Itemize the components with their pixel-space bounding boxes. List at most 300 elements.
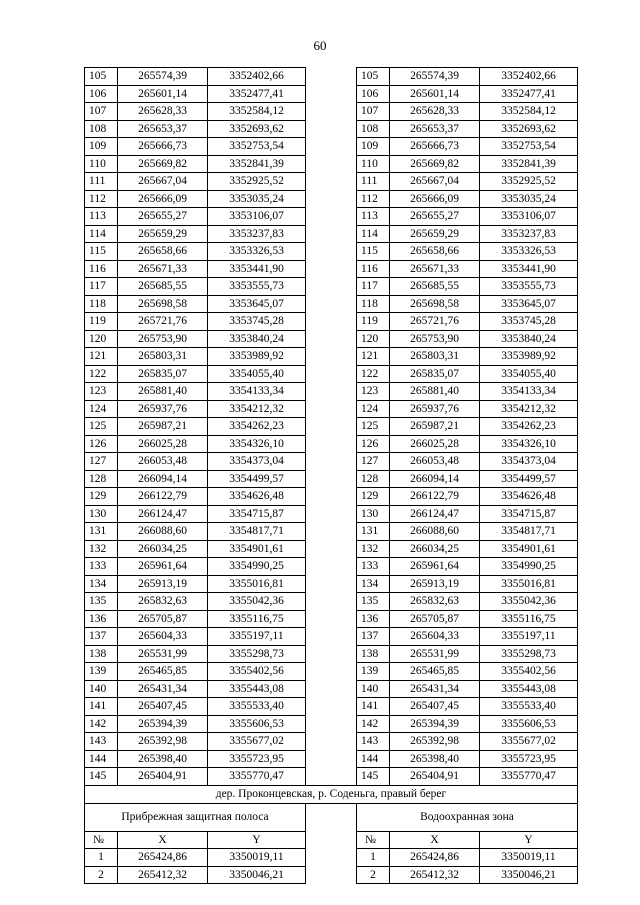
left-point-number: 130 bbox=[85, 505, 118, 523]
left-point-number: 142 bbox=[85, 715, 118, 733]
right-x-coordinate: 265412,32 bbox=[390, 866, 480, 884]
coordinates-table bbox=[84, 67, 578, 884]
left-x-coordinate: 265465,85 bbox=[118, 663, 208, 681]
left-point-number: 118 bbox=[85, 295, 118, 313]
left-y-coordinate: 3353237,83 bbox=[208, 225, 306, 243]
left-point-number: 129 bbox=[85, 488, 118, 506]
right-y-coordinate: 3355723,95 bbox=[480, 750, 578, 768]
right-point-number: 145 bbox=[357, 768, 390, 786]
right-y-coordinate: 3353035,24 bbox=[480, 190, 578, 208]
right-point-number: 115 bbox=[357, 243, 390, 261]
right-y-coordinate: 3354373,04 bbox=[480, 453, 578, 471]
table-row bbox=[85, 849, 578, 867]
column-gap bbox=[306, 453, 357, 471]
table-row bbox=[85, 348, 578, 366]
right-y-coordinate: 3355016,81 bbox=[480, 575, 578, 593]
right-point-number: 114 bbox=[357, 225, 390, 243]
right-y-coordinate: 3354990,25 bbox=[480, 558, 578, 576]
table-row bbox=[85, 295, 578, 313]
table-row bbox=[85, 68, 578, 86]
right-x-coordinate: 265913,19 bbox=[390, 575, 480, 593]
left-y-coordinate: 3355197,11 bbox=[208, 628, 306, 646]
table-row bbox=[85, 680, 578, 698]
left-y-coordinate: 3354499,57 bbox=[208, 470, 306, 488]
right-y-coordinate: 3355606,53 bbox=[480, 715, 578, 733]
right-y-coordinate: 3353745,28 bbox=[480, 313, 578, 331]
table-row bbox=[85, 645, 578, 663]
right-point-number: 121 bbox=[357, 348, 390, 366]
left-point-number: 127 bbox=[85, 453, 118, 471]
right-y-coordinate: 3353555,73 bbox=[480, 278, 578, 296]
right-point-number: 119 bbox=[357, 313, 390, 331]
right-y-coordinate: 3354262,23 bbox=[480, 418, 578, 436]
left-x-coordinate: 265424,86 bbox=[118, 849, 208, 867]
table-row bbox=[85, 383, 578, 401]
column-gap bbox=[306, 155, 357, 173]
left-y-coordinate: 3353840,24 bbox=[208, 330, 306, 348]
left-y-coordinate: 3355443,08 bbox=[208, 680, 306, 698]
table-row bbox=[85, 278, 578, 296]
right-point-number: 133 bbox=[357, 558, 390, 576]
right-x-coordinate: 265698,58 bbox=[390, 295, 480, 313]
column-gap bbox=[306, 628, 357, 646]
column-gap bbox=[306, 330, 357, 348]
table-row bbox=[85, 488, 578, 506]
left-x-coordinate: 265669,82 bbox=[118, 155, 208, 173]
left-y-coordinate: 3354715,87 bbox=[208, 505, 306, 523]
column-gap bbox=[306, 698, 357, 716]
left-x-coordinate: 265398,40 bbox=[118, 750, 208, 768]
left-y-coordinate: 3355402,56 bbox=[208, 663, 306, 681]
table-row bbox=[85, 243, 578, 261]
left-point-number: 140 bbox=[85, 680, 118, 698]
column-gap bbox=[306, 540, 357, 558]
right-point-number: 139 bbox=[357, 663, 390, 681]
right-y-coordinate: 3353989,92 bbox=[480, 348, 578, 366]
right-point-number: 138 bbox=[357, 645, 390, 663]
column-gap bbox=[306, 523, 357, 541]
right-y-coordinate: 3354212,32 bbox=[480, 400, 578, 418]
right-point-number: 106 bbox=[357, 85, 390, 103]
left-x-header: X bbox=[118, 831, 208, 849]
column-gap bbox=[306, 593, 357, 611]
column-gap bbox=[306, 575, 357, 593]
table-row bbox=[85, 715, 578, 733]
right-point-number: 120 bbox=[357, 330, 390, 348]
right-point-number: 113 bbox=[357, 208, 390, 226]
right-y-coordinate: 3354326,10 bbox=[480, 435, 578, 453]
column-gap bbox=[306, 313, 357, 331]
table-row bbox=[85, 313, 578, 331]
left-x-coordinate: 266025,28 bbox=[118, 435, 208, 453]
table-row bbox=[85, 225, 578, 243]
left-y-coordinate: 3354055,40 bbox=[208, 365, 306, 383]
right-y-header: Y bbox=[480, 831, 578, 849]
table-row bbox=[85, 523, 578, 541]
left-x-coordinate: 265659,29 bbox=[118, 225, 208, 243]
left-x-coordinate: 266088,60 bbox=[118, 523, 208, 541]
left-y-coordinate: 3355116,75 bbox=[208, 610, 306, 628]
column-gap bbox=[306, 278, 357, 296]
locality-row bbox=[85, 785, 578, 803]
column-gap bbox=[306, 610, 357, 628]
left-point-number: 109 bbox=[85, 138, 118, 156]
column-gap bbox=[306, 365, 357, 383]
left-x-coordinate: 265392,98 bbox=[118, 733, 208, 751]
right-x-coordinate: 265604,33 bbox=[390, 628, 480, 646]
left-y-coordinate: 3355016,81 bbox=[208, 575, 306, 593]
right-y-coordinate: 3354901,61 bbox=[480, 540, 578, 558]
column-gap bbox=[306, 849, 357, 867]
right-point-number: 123 bbox=[357, 383, 390, 401]
left-point-number: 128 bbox=[85, 470, 118, 488]
left-x-coordinate: 266034,25 bbox=[118, 540, 208, 558]
right-point-number: 144 bbox=[357, 750, 390, 768]
right-point-number: 124 bbox=[357, 400, 390, 418]
right-x-coordinate: 266034,25 bbox=[390, 540, 480, 558]
right-number-header: № bbox=[357, 831, 390, 849]
left-x-coordinate: 265404,91 bbox=[118, 768, 208, 786]
right-x-coordinate: 265666,09 bbox=[390, 190, 480, 208]
table-row bbox=[85, 173, 578, 191]
table-row bbox=[85, 505, 578, 523]
left-y-coordinate: 3355533,40 bbox=[208, 698, 306, 716]
right-x-coordinate: 265685,55 bbox=[390, 278, 480, 296]
left-point-number: 133 bbox=[85, 558, 118, 576]
right-y-coordinate: 3352477,41 bbox=[480, 85, 578, 103]
table-row bbox=[85, 418, 578, 436]
left-x-coordinate: 265937,76 bbox=[118, 400, 208, 418]
right-y-coordinate: 3355197,11 bbox=[480, 628, 578, 646]
left-y-coordinate: 3352925,52 bbox=[208, 173, 306, 191]
left-x-coordinate: 265655,27 bbox=[118, 208, 208, 226]
right-x-coordinate: 266094,14 bbox=[390, 470, 480, 488]
right-zone-heading: Водоохранная зона bbox=[357, 803, 578, 831]
left-point-number: 138 bbox=[85, 645, 118, 663]
column-header-row bbox=[85, 831, 578, 849]
right-x-coordinate: 266053,48 bbox=[390, 453, 480, 471]
left-y-coordinate: 3352402,66 bbox=[208, 68, 306, 86]
table-row bbox=[85, 866, 578, 884]
left-y-coordinate: 3353555,73 bbox=[208, 278, 306, 296]
right-point-number: 140 bbox=[357, 680, 390, 698]
left-point-number: 125 bbox=[85, 418, 118, 436]
table-row bbox=[85, 750, 578, 768]
right-point-number: 128 bbox=[357, 470, 390, 488]
left-x-coordinate: 265531,99 bbox=[118, 645, 208, 663]
left-y-coordinate: 3354212,32 bbox=[208, 400, 306, 418]
right-x-coordinate: 265961,64 bbox=[390, 558, 480, 576]
left-y-coordinate: 3353441,90 bbox=[208, 260, 306, 278]
column-gap bbox=[306, 831, 357, 849]
left-x-coordinate: 265913,19 bbox=[118, 575, 208, 593]
column-gap bbox=[306, 733, 357, 751]
right-y-coordinate: 3353326,53 bbox=[480, 243, 578, 261]
left-y-coordinate: 3353745,28 bbox=[208, 313, 306, 331]
zone-header-row bbox=[85, 803, 578, 831]
left-point-number: 144 bbox=[85, 750, 118, 768]
right-x-coordinate: 265803,31 bbox=[390, 348, 480, 366]
right-point-number: 112 bbox=[357, 190, 390, 208]
column-gap bbox=[306, 103, 357, 121]
left-point-number: 123 bbox=[85, 383, 118, 401]
right-y-coordinate: 3355042,36 bbox=[480, 593, 578, 611]
table-row bbox=[85, 575, 578, 593]
right-point-number: 122 bbox=[357, 365, 390, 383]
table-row bbox=[85, 400, 578, 418]
left-point-number: 119 bbox=[85, 313, 118, 331]
right-x-coordinate: 265721,76 bbox=[390, 313, 480, 331]
right-y-coordinate: 3352841,39 bbox=[480, 155, 578, 173]
left-zone-heading: Прибрежная защитная полоса bbox=[85, 803, 306, 831]
right-point-number: 131 bbox=[357, 523, 390, 541]
right-x-coordinate: 265667,04 bbox=[390, 173, 480, 191]
table-row bbox=[85, 103, 578, 121]
table-row bbox=[85, 768, 578, 786]
left-x-coordinate: 265832,63 bbox=[118, 593, 208, 611]
column-gap bbox=[306, 383, 357, 401]
right-y-coordinate: 3352584,12 bbox=[480, 103, 578, 121]
left-y-coordinate: 3350019,11 bbox=[208, 849, 306, 867]
left-point-number: 117 bbox=[85, 278, 118, 296]
left-x-coordinate: 265601,14 bbox=[118, 85, 208, 103]
right-x-coordinate: 266088,60 bbox=[390, 523, 480, 541]
column-gap bbox=[306, 435, 357, 453]
right-point-number: 125 bbox=[357, 418, 390, 436]
left-x-coordinate: 265666,73 bbox=[118, 138, 208, 156]
left-x-coordinate: 265881,40 bbox=[118, 383, 208, 401]
left-x-coordinate: 266094,14 bbox=[118, 470, 208, 488]
right-point-number: 143 bbox=[357, 733, 390, 751]
column-gap bbox=[306, 488, 357, 506]
left-x-coordinate: 265721,76 bbox=[118, 313, 208, 331]
right-point-number: 126 bbox=[357, 435, 390, 453]
left-x-coordinate: 265961,64 bbox=[118, 558, 208, 576]
right-y-coordinate: 3355298,73 bbox=[480, 645, 578, 663]
column-gap bbox=[306, 85, 357, 103]
left-point-number: 122 bbox=[85, 365, 118, 383]
right-x-coordinate: 265394,39 bbox=[390, 715, 480, 733]
right-point-number: 129 bbox=[357, 488, 390, 506]
right-point-number: 1 bbox=[357, 849, 390, 867]
right-x-coordinate: 266025,28 bbox=[390, 435, 480, 453]
left-x-coordinate: 265685,55 bbox=[118, 278, 208, 296]
right-y-coordinate: 3353840,24 bbox=[480, 330, 578, 348]
left-y-coordinate: 3354901,61 bbox=[208, 540, 306, 558]
left-point-number: 2 bbox=[85, 866, 118, 884]
right-y-coordinate: 3353645,07 bbox=[480, 295, 578, 313]
left-x-coordinate: 265412,32 bbox=[118, 866, 208, 884]
left-point-number: 116 bbox=[85, 260, 118, 278]
column-gap bbox=[306, 715, 357, 733]
left-point-number: 143 bbox=[85, 733, 118, 751]
right-x-coordinate: 265937,76 bbox=[390, 400, 480, 418]
table-row bbox=[85, 330, 578, 348]
table-row bbox=[85, 85, 578, 103]
table-row bbox=[85, 138, 578, 156]
left-x-coordinate: 265698,58 bbox=[118, 295, 208, 313]
right-x-coordinate: 265531,99 bbox=[390, 645, 480, 663]
left-y-coordinate: 3352753,54 bbox=[208, 138, 306, 156]
right-point-number: 137 bbox=[357, 628, 390, 646]
left-x-coordinate: 265705,87 bbox=[118, 610, 208, 628]
right-x-coordinate: 265881,40 bbox=[390, 383, 480, 401]
left-y-coordinate: 3355298,73 bbox=[208, 645, 306, 663]
right-x-coordinate: 265628,33 bbox=[390, 103, 480, 121]
right-y-coordinate: 3354626,48 bbox=[480, 488, 578, 506]
column-gap bbox=[306, 558, 357, 576]
right-x-coordinate: 266122,79 bbox=[390, 488, 480, 506]
right-y-coordinate: 3352402,66 bbox=[480, 68, 578, 86]
column-gap bbox=[306, 260, 357, 278]
column-gap bbox=[306, 768, 357, 786]
column-gap bbox=[306, 803, 357, 831]
left-point-number: 1 bbox=[85, 849, 118, 867]
right-y-coordinate: 3353106,07 bbox=[480, 208, 578, 226]
right-point-number: 116 bbox=[357, 260, 390, 278]
right-point-number: 2 bbox=[357, 866, 390, 884]
column-gap bbox=[306, 190, 357, 208]
left-y-coordinate: 3352584,12 bbox=[208, 103, 306, 121]
right-x-coordinate: 266124,47 bbox=[390, 505, 480, 523]
right-y-coordinate: 3350019,11 bbox=[480, 849, 578, 867]
column-gap bbox=[306, 750, 357, 768]
left-point-number: 137 bbox=[85, 628, 118, 646]
left-y-coordinate: 3353035,24 bbox=[208, 190, 306, 208]
right-point-number: 134 bbox=[357, 575, 390, 593]
right-point-number: 117 bbox=[357, 278, 390, 296]
left-y-coordinate: 3354626,48 bbox=[208, 488, 306, 506]
column-gap bbox=[306, 470, 357, 488]
left-y-header: Y bbox=[208, 831, 306, 849]
right-x-coordinate: 265653,37 bbox=[390, 120, 480, 138]
left-x-coordinate: 265987,21 bbox=[118, 418, 208, 436]
left-y-coordinate: 3354990,25 bbox=[208, 558, 306, 576]
right-y-coordinate: 3350046,21 bbox=[480, 866, 578, 884]
table-row bbox=[85, 190, 578, 208]
column-gap bbox=[306, 173, 357, 191]
right-y-coordinate: 3354817,71 bbox=[480, 523, 578, 541]
left-point-number: 135 bbox=[85, 593, 118, 611]
left-y-coordinate: 3355042,36 bbox=[208, 593, 306, 611]
right-x-coordinate: 265601,14 bbox=[390, 85, 480, 103]
left-x-coordinate: 265653,37 bbox=[118, 120, 208, 138]
left-point-number: 120 bbox=[85, 330, 118, 348]
column-gap bbox=[306, 68, 357, 86]
right-y-coordinate: 3353237,83 bbox=[480, 225, 578, 243]
right-y-coordinate: 3352753,54 bbox=[480, 138, 578, 156]
column-gap bbox=[306, 680, 357, 698]
right-x-coordinate: 265424,86 bbox=[390, 849, 480, 867]
column-gap bbox=[306, 866, 357, 884]
right-point-number: 118 bbox=[357, 295, 390, 313]
column-gap bbox=[306, 243, 357, 261]
left-y-coordinate: 3355770,47 bbox=[208, 768, 306, 786]
left-y-coordinate: 3353106,07 bbox=[208, 208, 306, 226]
right-y-coordinate: 3354499,57 bbox=[480, 470, 578, 488]
left-point-number: 121 bbox=[85, 348, 118, 366]
right-point-number: 136 bbox=[357, 610, 390, 628]
right-point-number: 107 bbox=[357, 103, 390, 121]
table-row bbox=[85, 470, 578, 488]
column-gap bbox=[306, 400, 357, 418]
left-y-coordinate: 3352841,39 bbox=[208, 155, 306, 173]
right-y-coordinate: 3353441,90 bbox=[480, 260, 578, 278]
right-y-coordinate: 3355443,08 bbox=[480, 680, 578, 698]
right-point-number: 109 bbox=[357, 138, 390, 156]
left-y-coordinate: 3354326,10 bbox=[208, 435, 306, 453]
left-point-number: 141 bbox=[85, 698, 118, 716]
table-row bbox=[85, 558, 578, 576]
left-x-coordinate: 265667,04 bbox=[118, 173, 208, 191]
right-x-coordinate: 265669,82 bbox=[390, 155, 480, 173]
right-x-coordinate: 265658,66 bbox=[390, 243, 480, 261]
left-point-number: 134 bbox=[85, 575, 118, 593]
table-row bbox=[85, 208, 578, 226]
right-point-number: 135 bbox=[357, 593, 390, 611]
left-point-number: 108 bbox=[85, 120, 118, 138]
column-gap bbox=[306, 418, 357, 436]
right-y-coordinate: 3355677,02 bbox=[480, 733, 578, 751]
table-row bbox=[85, 435, 578, 453]
column-gap bbox=[306, 225, 357, 243]
right-x-coordinate: 265431,34 bbox=[390, 680, 480, 698]
right-y-coordinate: 3354055,40 bbox=[480, 365, 578, 383]
right-point-number: 142 bbox=[357, 715, 390, 733]
left-y-coordinate: 3353989,92 bbox=[208, 348, 306, 366]
table-row bbox=[85, 663, 578, 681]
table-row bbox=[85, 120, 578, 138]
left-x-coordinate: 265604,33 bbox=[118, 628, 208, 646]
left-y-coordinate: 3354817,71 bbox=[208, 523, 306, 541]
left-point-number: 115 bbox=[85, 243, 118, 261]
right-point-number: 130 bbox=[357, 505, 390, 523]
left-x-coordinate: 265658,66 bbox=[118, 243, 208, 261]
column-gap bbox=[306, 348, 357, 366]
left-point-number: 126 bbox=[85, 435, 118, 453]
right-y-coordinate: 3355533,40 bbox=[480, 698, 578, 716]
table-row bbox=[85, 453, 578, 471]
right-y-coordinate: 3354133,34 bbox=[480, 383, 578, 401]
left-y-coordinate: 3353645,07 bbox=[208, 295, 306, 313]
left-x-coordinate: 265431,34 bbox=[118, 680, 208, 698]
left-point-number: 111 bbox=[85, 173, 118, 191]
right-x-coordinate: 265671,33 bbox=[390, 260, 480, 278]
right-point-number: 127 bbox=[357, 453, 390, 471]
right-x-header: X bbox=[390, 831, 480, 849]
table-row bbox=[85, 628, 578, 646]
left-point-number: 124 bbox=[85, 400, 118, 418]
table-row bbox=[85, 610, 578, 628]
left-x-coordinate: 265407,45 bbox=[118, 698, 208, 716]
right-x-coordinate: 265705,87 bbox=[390, 610, 480, 628]
left-x-coordinate: 265394,39 bbox=[118, 715, 208, 733]
left-x-coordinate: 265628,33 bbox=[118, 103, 208, 121]
column-gap bbox=[306, 295, 357, 313]
left-y-coordinate: 3354373,04 bbox=[208, 453, 306, 471]
left-point-number: 113 bbox=[85, 208, 118, 226]
left-y-coordinate: 3352693,62 bbox=[208, 120, 306, 138]
table-row bbox=[85, 540, 578, 558]
right-point-number: 111 bbox=[357, 173, 390, 191]
right-point-number: 105 bbox=[357, 68, 390, 86]
table-row bbox=[85, 593, 578, 611]
left-point-number: 106 bbox=[85, 85, 118, 103]
left-point-number: 105 bbox=[85, 68, 118, 86]
left-point-number: 110 bbox=[85, 155, 118, 173]
left-x-coordinate: 265574,39 bbox=[118, 68, 208, 86]
left-point-number: 139 bbox=[85, 663, 118, 681]
